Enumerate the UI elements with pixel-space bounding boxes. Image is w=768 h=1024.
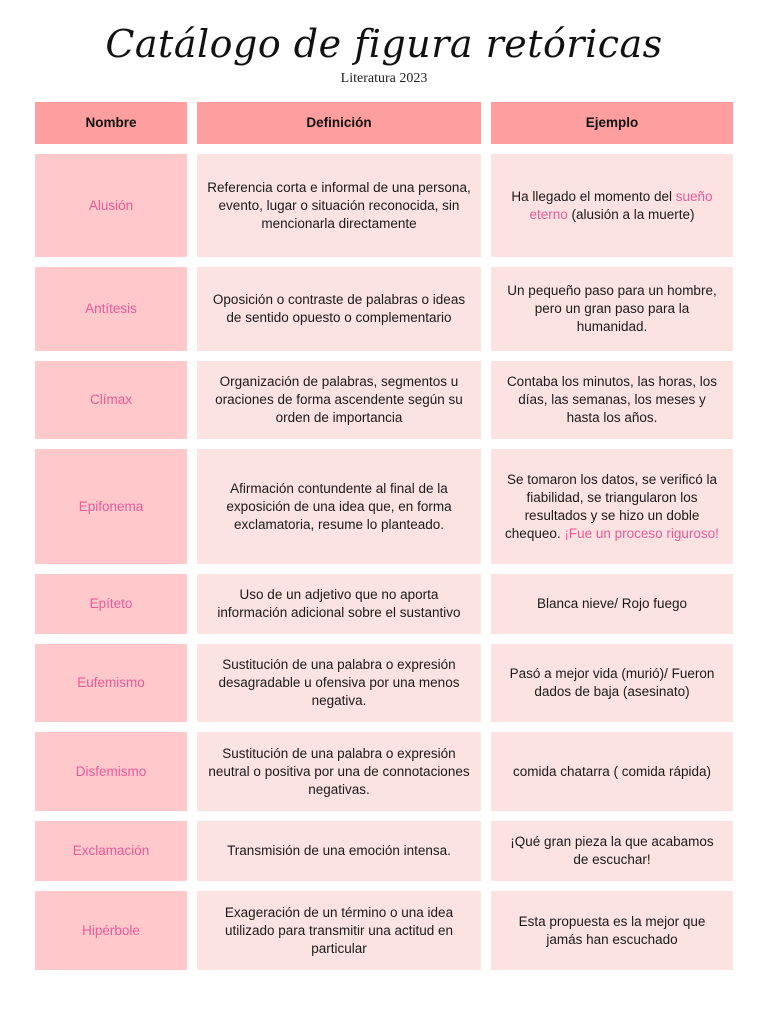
example-text — [501, 188, 723, 224]
column-header-ejemplo: Ejemplo — [491, 102, 733, 144]
row-name-climax: Clímax — [35, 361, 187, 439]
row-example-alusion — [491, 154, 733, 257]
row-definition-climax: Organización de palabras, segmentos u oraciones de forma ascendente según su orden de importancia — [197, 361, 481, 439]
row-example-exclamacion: ¡Qué gran pieza la que acabamos de escuchar! — [491, 821, 733, 881]
row-example-epifonema — [491, 449, 733, 564]
example-text-part: (alusión a la muerte) — [567, 206, 695, 222]
row-name-epifonema: Epifonema — [35, 449, 187, 564]
example-highlight: sueño eterno — [529, 188, 713, 222]
row-name-antitesis: Antítesis — [35, 267, 187, 351]
row-definition-eufemismo: Sustitución de una palabra o expresión desagradable u ofensiva por una menos negativa. — [197, 644, 481, 722]
row-example-eufemismo: Pasó a mejor vida (murió)/ Fueron dados de baja (asesinato) — [491, 644, 733, 722]
row-name-exclamacion: Exclamación — [35, 821, 187, 881]
row-example-hiperbole: Esta propuesta es la mejor que jamás han escuchado — [491, 891, 733, 970]
row-definition-exclamacion: Transmisión de una emoción intensa. — [197, 821, 481, 881]
page-subtitle: Literatura 2023 — [340, 71, 428, 86]
page-title: Catálogo de figura retóricas — [105, 22, 663, 66]
row-definition-antitesis: Oposición o contraste de palabras o ideas de sentido opuesto o complementario — [197, 267, 481, 351]
row-example-climax: Contaba los minutos, las horas, los días, las semanas, los meses y hasta los años. — [491, 361, 733, 439]
row-definition-epifonema: Afirmación contundente al final de la exposición de una idea que, en forma exclamatoria, resume lo planteado. — [197, 449, 481, 564]
example-text-part: Se tomaron los datos, se verificó la fiabilidad, se triangularon los resultados y se hizo un doble chequeo. — [505, 471, 718, 541]
row-example-disfemismo: comida chatarra ( comida rápida) — [491, 732, 733, 811]
example-highlight: ¡Fue un proceso riguroso! — [564, 525, 719, 541]
row-name-epiteto: Epíteto — [35, 574, 187, 634]
column-header-definicion: Definición — [197, 102, 481, 144]
row-definition-hiperbole: Exageración de un término o una idea utilizado para transmitir una actitud en particular — [197, 891, 481, 970]
row-example-epiteto: Blanca nieve/ Rojo fuego — [491, 574, 733, 634]
row-example-antitesis: Un pequeño paso para un hombre, pero un gran paso para la humanidad. — [491, 267, 733, 351]
row-name-eufemismo: Eufemismo — [35, 644, 187, 722]
example-text — [501, 471, 723, 543]
row-definition-disfemismo: Sustitución de una palabra o expresión neutral o positiva por una de connotaciones negativas. — [197, 732, 481, 811]
row-name-hiperbole: Hipérbole — [35, 891, 187, 970]
row-definition-alusion: Referencia corta e informal de una persona, evento, lugar o situación reconocida, sin mencionarla directamente — [197, 154, 481, 257]
row-name-disfemismo: Disfemismo — [35, 732, 187, 811]
example-text-part: Ha llegado el momento del — [511, 188, 676, 204]
row-definition-epiteto: Uso de un adjetivo que no aporta información adicional sobre el sustantivo — [197, 574, 481, 634]
column-header-nombre: Nombre — [35, 102, 187, 144]
row-name-alusion: Alusión — [35, 154, 187, 257]
